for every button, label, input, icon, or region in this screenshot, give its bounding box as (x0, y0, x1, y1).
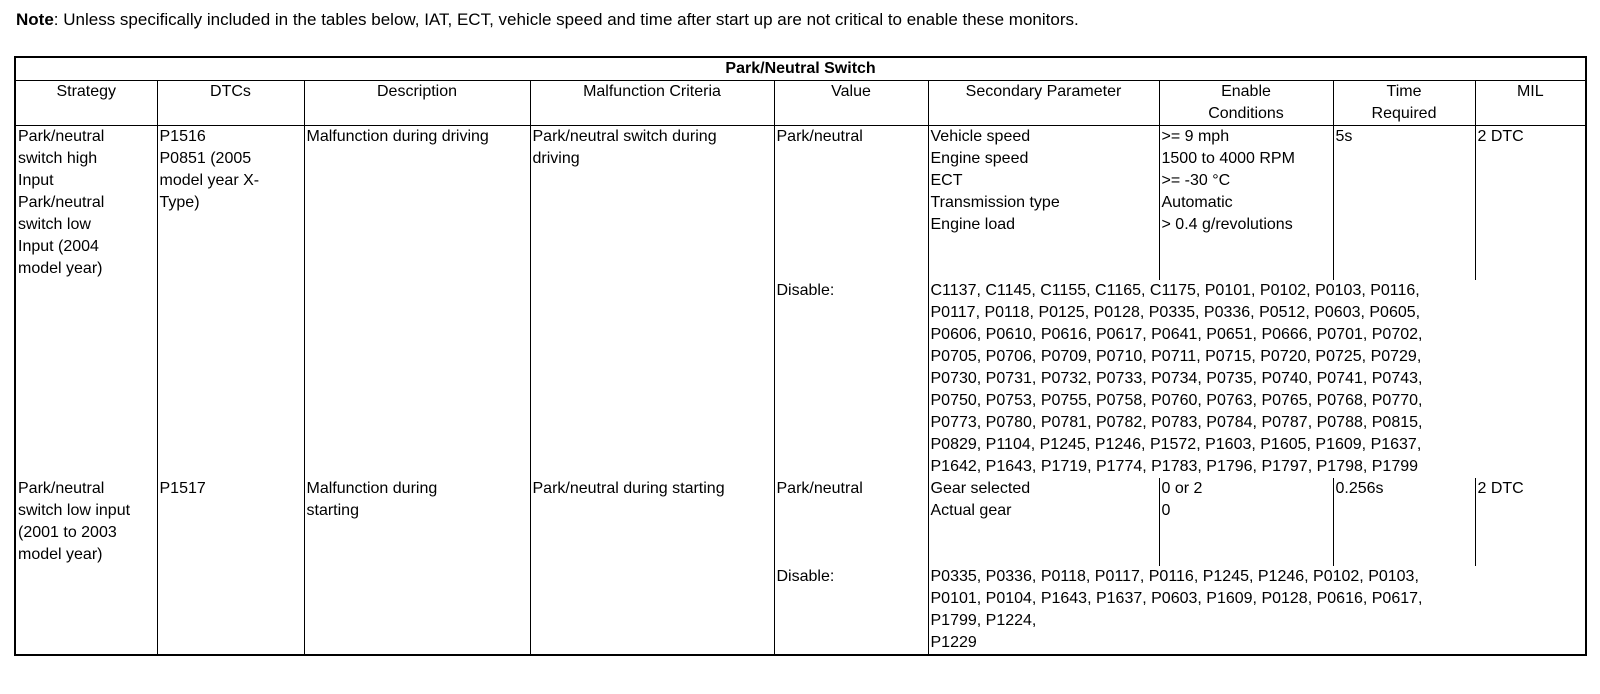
value-cell (774, 478, 928, 566)
secondary-line: Gear selected (930, 480, 1031, 497)
disable-codes-line: P1799, P1224, (930, 612, 1037, 629)
disable-codes-cell (928, 280, 1586, 478)
mil-text: 2 DTC (1477, 128, 1524, 145)
header-time-line1: Time (1386, 83, 1422, 100)
strategy-line: (2001 to 2003 (18, 524, 117, 541)
malfunction-criteria-cell (530, 478, 774, 655)
enable-line: Automatic (1161, 194, 1233, 211)
table-row (15, 126, 1586, 281)
disable-codes-line: P0117, P0118, P0125, P0128, P0335, P0336, P0512, P0603, P0605, (930, 304, 1421, 321)
table-title: Park/Neutral Switch (15, 57, 1586, 81)
disable-codes-line: P0773, P0780, P0781, P0782, P0783, P0784, P0787, P0788, P0815, (930, 414, 1423, 431)
secondary-parameter-cell (928, 126, 1159, 281)
description-cell (304, 478, 530, 655)
disable-codes-line: P0606, P0610, P0616, P0617, P0641, P0651, P0666, P0701, P0702, (930, 326, 1423, 343)
strategy-line: model year) (18, 546, 103, 563)
disable-codes-line: P0101, P0104, P1643, P1637, P0603, P1609, P0128, P0616, P0617, (930, 590, 1423, 607)
strategy-line: Park/neutral (18, 194, 105, 211)
strategy-line: Park/neutral (18, 128, 105, 145)
dtcs-cell (157, 126, 304, 479)
secondary-line: Engine speed (930, 150, 1029, 167)
malfunction-criteria-cell (530, 126, 774, 479)
time-required-cell (1333, 126, 1475, 281)
header-value: Value (774, 81, 928, 126)
header-enable-conditions (1159, 81, 1333, 126)
strategy-line: switch low (18, 216, 91, 233)
header-malfunction-criteria: Malfunction Criteria (530, 81, 774, 126)
strategy-cell (15, 478, 157, 655)
enable-conditions-cell (1159, 478, 1333, 566)
enable-line: 0 or 2 (1161, 480, 1203, 497)
secondary-line: Engine load (930, 216, 1016, 233)
description-cell (304, 126, 530, 479)
enable-line: >= 9 mph (1161, 128, 1230, 145)
description-line: Malfunction during (306, 480, 438, 497)
malfunction-line: Park/neutral switch during (532, 128, 717, 145)
strategy-line: Input (2004 (18, 238, 99, 255)
enable-line: >= -30 °C (1161, 172, 1231, 189)
header-time-line2: Required (1371, 105, 1437, 122)
note-text (16, 9, 1079, 31)
disable-codes-line: P0829, P1104, P1245, P1246, P1572, P1603, P1605, P1609, P1637, (930, 436, 1422, 453)
disable-codes-line: P0750, P0753, P0755, P0758, P0760, P0763, P0765, P0768, P0770, (930, 392, 1423, 409)
header-description: Description (304, 81, 530, 126)
secondary-line: ECT (930, 172, 963, 189)
header-time-required (1333, 81, 1475, 126)
dtc-line: P0851 (2005 (159, 150, 252, 167)
disable-codes-line: P0705, P0706, P0709, P0710, P0711, P0715, P0720, P0725, P0729, (930, 348, 1422, 365)
enable-conditions-cell (1159, 126, 1333, 281)
dtc-line: model year X- (159, 172, 260, 189)
strategy-line: switch low input (18, 502, 131, 519)
dtc-line: Type) (159, 194, 200, 211)
dtc-line: P1517 (159, 480, 206, 497)
malfunction-line: driving (532, 150, 580, 167)
disable-label: Disable: (776, 282, 835, 299)
description-line: starting (306, 502, 359, 519)
park-neutral-switch-table (14, 56, 1587, 656)
enable-line: > 0.4 g/revolutions (1161, 216, 1293, 233)
disable-label: Disable: (776, 568, 835, 585)
header-secondary-parameter: Secondary Parameter (928, 81, 1159, 126)
strategy-line: model year) (18, 260, 103, 277)
header-enable-line2: Conditions (1208, 105, 1284, 122)
secondary-parameter-cell (928, 478, 1159, 566)
secondary-line: Transmission type (930, 194, 1060, 211)
table-row (15, 478, 1586, 566)
mil-cell (1475, 126, 1586, 281)
secondary-line: Actual gear (930, 502, 1012, 519)
malfunction-line: Park/neutral during starting (532, 480, 725, 497)
secondary-line: Vehicle speed (930, 128, 1031, 145)
disable-codes-cell (928, 566, 1586, 655)
disable-label-cell (774, 566, 928, 655)
value-cell (774, 126, 928, 281)
time-text: 0.256s (1335, 480, 1384, 497)
value-text: Park/neutral (776, 128, 863, 145)
enable-line: 0 (1161, 502, 1171, 519)
strategy-line: Input (18, 172, 54, 189)
dtcs-cell (157, 478, 304, 655)
note-body: : Unless specifically included in the tables below, IAT, ECT, vehicle speed and time after start up are not critical to enable these monitors. (53, 10, 1079, 29)
header-strategy: Strategy (15, 81, 157, 126)
strategy-line: switch high (18, 150, 98, 167)
disable-codes-line: P0335, P0336, P0118, P0117, P0116, P1245, P1246, P0102, P0103, (930, 568, 1419, 585)
header-dtcs: DTCs (157, 81, 304, 126)
mil-text: 2 DTC (1477, 480, 1524, 497)
header-enable-line1: Enable (1221, 83, 1271, 100)
time-required-cell (1333, 478, 1475, 566)
strategy-line: Park/neutral (18, 480, 105, 497)
value-text: Park/neutral (776, 480, 863, 497)
disable-codes-line: P1642, P1643, P1719, P1774, P1783, P1796, P1797, P1798, P1799 (930, 458, 1419, 475)
disable-codes-line: C1137, C1145, C1155, C1165, C1175, P0101, P0102, P0103, P0116, (930, 282, 1420, 299)
description-line: Malfunction during driving (306, 128, 489, 145)
enable-line: 1500 to 4000 RPM (1161, 150, 1295, 167)
time-text: 5s (1335, 128, 1353, 145)
disable-codes-line: P1229 (930, 634, 977, 651)
mil-cell (1475, 478, 1586, 566)
header-mil: MIL (1475, 81, 1586, 126)
note-label: Note (16, 10, 54, 29)
disable-label-cell (774, 280, 928, 478)
strategy-cell (15, 126, 157, 479)
disable-codes-line: P0730, P0731, P0732, P0733, P0734, P0735, P0740, P0741, P0743, (930, 370, 1423, 387)
dtc-line: P1516 (159, 128, 206, 145)
